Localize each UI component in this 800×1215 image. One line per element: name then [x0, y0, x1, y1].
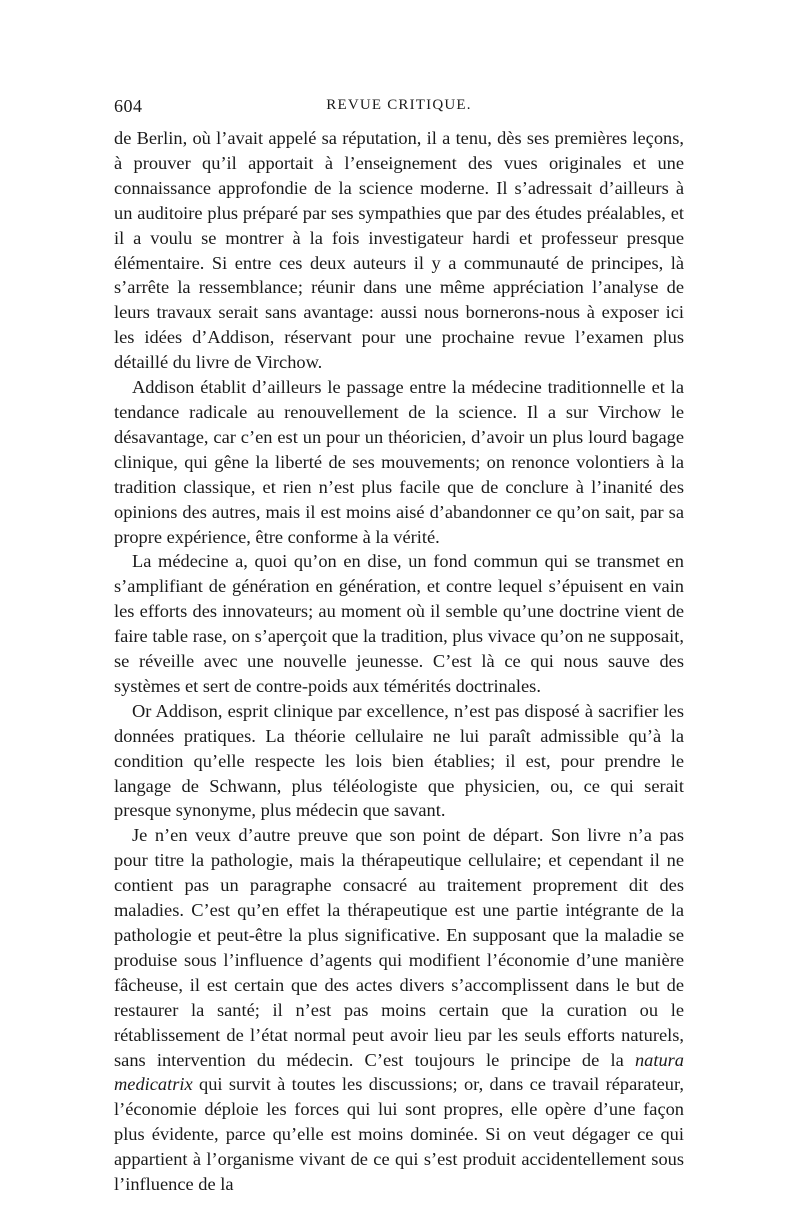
paragraph-5-text-after: qui survit à toutes les discussions; or, dans ce travail réparateur, l’économie déploie les forces qui lui sont propres, elle opère d’une façon plus évidente, parce qu’elle est moins dominée. Si on veut dégager ce qui appartient à l’organisme vivant de ce qui s’est produit accidentellement sous l’influence de la: [114, 1074, 684, 1195]
paragraph-5: [114, 823, 684, 1197]
paragraph-2: Addison établit d’ailleurs le passage entre la médecine traditionnelle et la tendance radicale au renouvellement de la science. Il a sur Virchow le désavantage, car c’en est un pour un théoricien, d’avoir un plus lourd bagage clinique, qui gêne la liberté de ses mouvements; on renonce volontiers à la tradition classique, et rien n’est plus facile que de conclure à l’inanité des opinions des autres, mais il est moins aisé d’abandonner ce qu’on sait, par sa propre expérience, être conforme à la vérité.: [114, 377, 684, 547]
page-number: 604: [114, 96, 143, 116]
running-head: [114, 96, 684, 122]
body-text: [114, 126, 684, 1197]
paragraph-3: La médecine a, quoi qu’on en dise, un fond commun qui se transmet en s’amplifiant de génération en génération, et contre lequel s’épuisent en vain les efforts des innovateurs; au moment où il semble qu’une doctrine vient de faire table rase, on s’aperçoit que la tradition, plus vivace qu’on ne supposait, se réveille avec une nouvelle jeunesse. C’est là ce qui nous sauve des systèmes et sert de contre-poids aux témérités doctrinales.: [114, 551, 684, 696]
natura-medicatrix-phrase: natura medicatrix: [114, 1049, 684, 1095]
paragraph-4: Or Addison, esprit clinique par excellence, n’est pas disposé à sacrifier les données pratiques. La théorie cellulaire ne lui paraît admissible qu’à la condition qu’elle respecte les lois bien établies; il est, pour prendre le langage de Schwann, plus téléologiste que physicien, ou, ce qui serait presque synonyme, plus médecin que savant.: [114, 700, 684, 821]
book-page: [114, 96, 684, 1197]
paragraph-5-text-before: Je n’en veux d’autre preuve que son point de départ. Son livre n’a pas pour titre la pathologie, mais la thérapeutique cellulaire; et cependant il ne contient pas un paragraphe consacré au traitement proprement dit des maladies. C’est qu’en effet la thérapeutique est une partie intégrante de la pathologie et peut-être la plus significative. En supposant que la maladie se produise sous l’influence d’agents qui modifient l’économie d’une manière fâcheuse, il est certain que des actes divers s’accomplissent dans le but de restaurer la santé; il n’est pas moins certain que la curation ou le rétablissement de l’état normal peut avoir lieu par les seuls efforts naturels, sans intervention du médecin. C’est toujours le principe de la: [114, 825, 684, 1070]
paragraph-1: de Berlin, où l’avait appelé sa réputation, il a tenu, dès ses premières leçons, à prouver qu’il apportait à l’enseignement des vues originales et une connaissance approfondie de la science moderne. Il s’adressait d’ailleurs à un auditoire plus préparé par ses sympathies que par des études préalables, et il a voulu se montrer à la fois investigateur hardi et professeur presque élémentaire. Si entre ces deux auteurs il y a communauté de principes, là s’arrête la ressemblance; réunir dans une même appréciation l’analyse de leurs travaux serait sans avantage: aussi nous bornerons-nous à exposer ici les idées d’Addison, réservant pour une prochaine revue l’examen plus détaillé du livre de Virchow.: [114, 128, 684, 373]
running-title: REVUE CRITIQUE.: [326, 97, 472, 113]
